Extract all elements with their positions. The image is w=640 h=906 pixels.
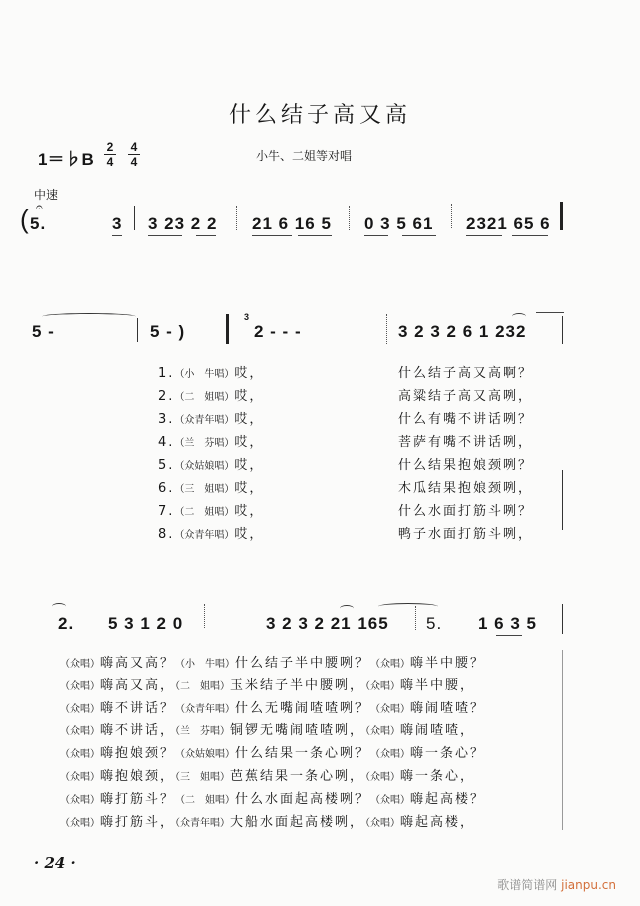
measure-1b: 3 [112,214,123,233]
refrain-8: （众唱）嗨打筋斗，（众青年唱）大船水面起高楼咧，（众唱）嗨起高楼， [60,815,476,830]
barline-dotted [349,206,350,230]
verse-7-intro: 7.（二 姐唱）哎， [158,504,265,519]
watermark: 歌谱简谱网 jianpu.cn [497,878,616,892]
barline-dotted [386,314,387,344]
measure-11: 3 2 3 2 21 165 [266,614,389,633]
measure-1: 5. [30,214,47,233]
measure-7: 5 - ) [150,322,186,341]
measure-2: 3 23 2 2 [148,214,218,233]
verse-3-intro: 3.（众青年唱）哎， [158,412,265,427]
refrain-4: （众唱）嗨不讲话，（兰 芬唱）铜锣无嘴闹喳喳咧，（众唱）嗨闹喳喳， [60,723,476,738]
tie [378,603,438,610]
barline [562,604,563,634]
measure-5: 2321 65 6 [466,214,551,233]
refrain-3: （众唱）嗨不讲话？（众青年唱）什么无嘴闹喳喳咧？（众唱）嗨闹喳喳？ [60,701,486,716]
fermata-icon: 𝄐 [36,200,44,214]
page-number: · 24 · [34,854,76,872]
tie-end [52,603,66,610]
measure-6: 5 - [32,322,55,341]
barline-dotted [415,606,416,630]
refrain-7: （众唱）嗨打筋斗？（二 姐唱）什么水面起高楼咧？（众唱）嗨起高楼？ [60,792,486,807]
barline-dotted [451,204,452,228]
slur [340,605,354,612]
tie [42,313,136,320]
grace-note: 3 [244,312,251,322]
barline [137,318,138,342]
verse-8-line: 鸭子水面打筋斗咧， [398,527,534,542]
key-signature: 1＝♭B [38,150,94,169]
barline [134,206,135,230]
verse-1-line: 什么结子高又高啊？ [398,366,534,381]
measure-8: 2 - - - [254,322,302,341]
refrain-1: （众唱）嗨高又高？（小 牛唱）什么结子半中腰咧？（众唱）嗨半中腰？ [60,656,486,671]
measure-10b: 5 3 1 2 0 [108,614,184,633]
refrain-6: （众唱）嗨抱娘颈，（三 姐唱）芭蕉结果一条心咧，（众唱）嗨一条心， [60,769,476,784]
refrain-2: （众唱）嗨高又高，（二 姐唱）玉米结子半中腰咧，（众唱）嗨半中腰， [60,678,476,693]
tie-line [536,312,564,313]
verse-1-intro: 1.（小 牛唱）哎， [158,366,265,381]
verse-4-line: 菩萨有嘴不讲话咧， [398,435,534,450]
verse-6-intro: 6.（三 姐唱）哎， [158,481,265,496]
barline-double [560,202,563,230]
underline [402,235,436,236]
verse-6-line: 木瓜结果抱娘颈咧， [398,481,534,496]
measure-4: 0 3 5 61 [364,214,434,233]
underline [252,235,292,236]
verse-4-intro: 4.（兰 芬唱）哎， [158,435,265,450]
verse-5-line: 什么结果抱娘颈咧？ [398,458,534,473]
tempo-marking: 中速 [34,188,59,202]
phrase-bracket: ( [20,204,29,234]
underline [364,235,388,236]
barline [562,316,563,344]
verse-7-line: 什么水面打筋斗咧？ [398,504,534,519]
underline [196,235,216,236]
refrain-5: （众唱）嗨抱娘颈？（众姑娘唱）什么结果一条心咧？（众唱）嗨一条心？ [60,746,486,761]
verse-8-intro: 8.（众青年唱）哎， [158,527,265,542]
performers-note: 小牛、二姐等对唱 [256,149,353,163]
underline [496,635,522,636]
watermark-url: jianpu.cn [561,878,616,892]
measure-12b: 1 6 3 5 [478,614,537,633]
verse-2-intro: 2.（二 姐唱）哎， [158,389,265,404]
slur [512,313,526,320]
time-signature-4-4: 4 4 [128,141,140,168]
underline [148,235,182,236]
barline-dotted [236,206,237,230]
margin-line [562,470,563,530]
underline [112,235,122,236]
measure-9: 3 2 3 2 6 1 232 [398,322,527,341]
repeat-barline [226,314,229,344]
verse-5-intro: 5.（众姑娘唱）哎， [158,458,265,473]
barline-dotted [204,604,205,628]
measure-10: 2. [58,614,75,633]
underline [466,235,502,236]
time-signature-2-4: 2 4 [104,141,116,168]
measure-12: 5. [426,614,443,633]
verse-2-line: 高粱结子高又高咧， [398,389,534,404]
measure-3: 21 6 16 5 [252,214,332,233]
margin-line [562,650,563,830]
underline [512,235,548,236]
verse-3-line: 什么有嘴不讲话咧？ [398,412,534,427]
song-title: 什么结子高又高 [228,103,411,128]
underline [298,235,332,236]
